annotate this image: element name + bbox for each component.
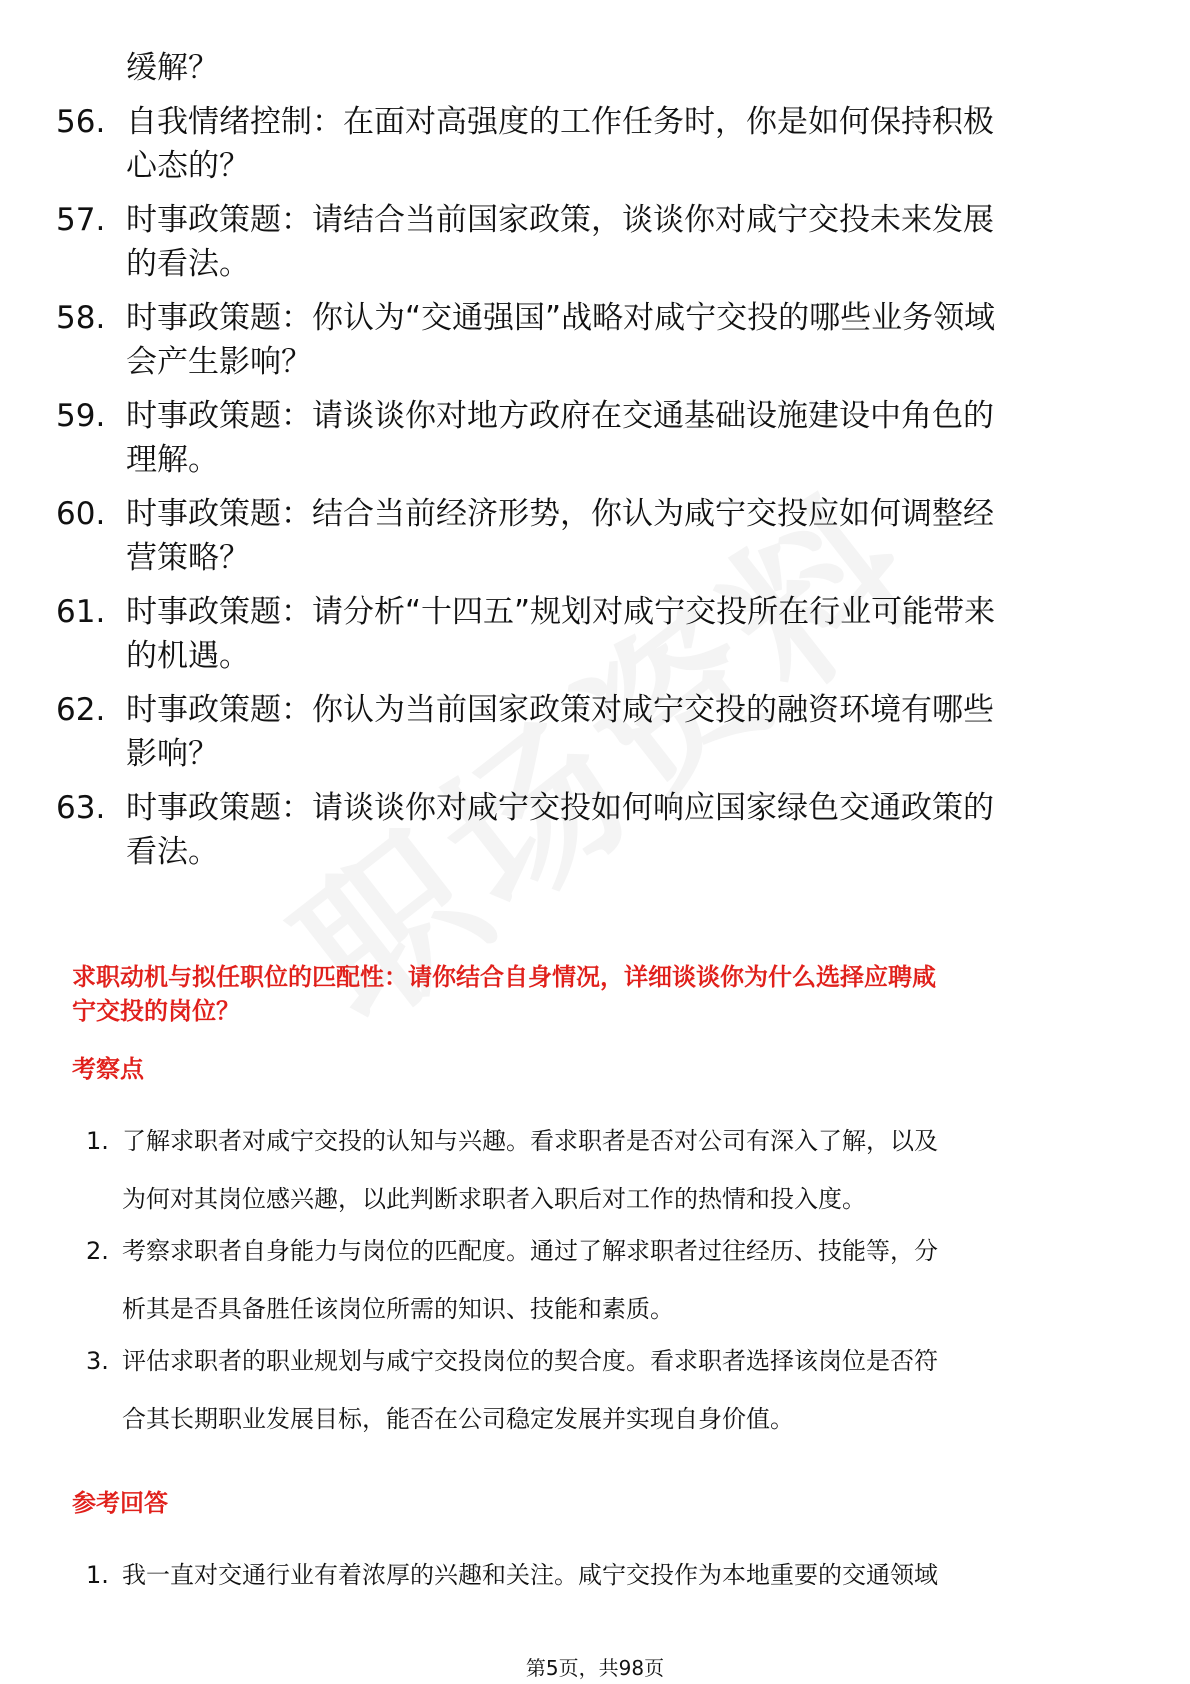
- section-title-line: 宁交投的岗位？: [72, 997, 240, 1025]
- question-text: 时事政策题：结合当前经济形势，你认为咸宁交投应如何调整经: [126, 496, 994, 532]
- focus-point-number: 2.: [86, 1237, 109, 1265]
- question-item: [56, 100, 1146, 188]
- question-text-continued: 影响？: [126, 736, 219, 772]
- question-text-continued: 会产生影响？: [126, 344, 312, 380]
- question-text: 时事政策题：你认为当前国家政策对咸宁交投的融资环境有哪些: [126, 692, 994, 728]
- question-text-continued: 的看法。: [126, 246, 250, 282]
- continuation-text: 缓解？: [126, 50, 219, 86]
- question-text-continued: 心态的？: [126, 148, 250, 184]
- question-text: 时事政策题：请谈谈你对地方政府在交通基础设施建设中角色的: [126, 398, 994, 434]
- question-text: 时事政策题：请谈谈你对咸宁交投如何响应国家绿色交通政策的: [126, 790, 994, 826]
- answer-text: 我一直对交通行业有着浓厚的兴趣和关注。咸宁交投作为本地重要的交通领域: [122, 1561, 938, 1589]
- page-footer: 第5页，共98页: [525, 1656, 665, 1680]
- question-text-continued: 的机遇。: [126, 638, 250, 674]
- focus-point-number: 3.: [86, 1347, 109, 1375]
- question-text: 时事政策题：请结合当前国家政策，谈谈你对咸宁交投未来发展: [126, 202, 994, 238]
- question-text: 时事政策题：你认为“交通强国”战略对咸宁交投的哪些业务领域: [126, 300, 996, 336]
- question-number: 60.: [56, 496, 106, 532]
- focus-points-list: [86, 1124, 1146, 1436]
- question-number: 61.: [56, 594, 106, 630]
- question-item: [56, 786, 1146, 874]
- question-text: 时事政策题：请分析“十四五”规划对咸宁交投所在行业可能带来: [126, 594, 996, 630]
- focus-point-item: [86, 1234, 1146, 1326]
- section-title-line: 求职动机与拟任职位的匹配性：请你结合自身情况，详细谈谈你为什么选择应聘咸: [72, 963, 936, 991]
- focus-point-text: 评估求职者的职业规划与咸宁交投岗位的契合度。看求职者选择该岗位是否符: [122, 1347, 938, 1375]
- question-text-continued: 看法。: [126, 834, 219, 870]
- question-number: 58.: [56, 300, 106, 336]
- question-item: [56, 198, 1146, 286]
- answers-list: [86, 1558, 1146, 1592]
- question-number: 57.: [56, 202, 106, 238]
- question-item: [56, 688, 1146, 776]
- question-text: 自我情绪控制：在面对高强度的工作任务时，你是如何保持积极: [126, 104, 994, 140]
- focus-point-text-continued: 合其长期职业发展目标，能否在公司稳定发展并实现自身价值。: [122, 1405, 794, 1433]
- focus-point-text-continued: 析其是否具备胜任该岗位所需的知识、技能和素质。: [122, 1295, 674, 1323]
- answer-number: 1.: [86, 1561, 109, 1589]
- question-number: 63.: [56, 790, 106, 826]
- answer-item: [86, 1558, 1146, 1592]
- focus-point-text: 了解求职者对咸宁交投的认知与兴趣。看求职者是否对公司有深入了解，以及: [122, 1127, 938, 1155]
- question-number: 62.: [56, 692, 106, 728]
- question-number: 56.: [56, 104, 106, 140]
- answer-heading: 参考回答: [72, 1489, 168, 1517]
- question-number: 59.: [56, 398, 106, 434]
- focus-point-text-continued: 为何对其岗位感兴趣，以此判断求职者入职后对工作的热情和投入度。: [122, 1185, 866, 1213]
- question-item: [56, 296, 1146, 384]
- focus-point-number: 1.: [86, 1127, 109, 1155]
- question-list: [56, 46, 1146, 874]
- question-item: [56, 394, 1146, 482]
- question-item: [56, 590, 1146, 678]
- question-text-continued: 理解。: [126, 442, 219, 478]
- focus-point-item: [86, 1344, 1146, 1436]
- question-text-continued: 营策略？: [126, 540, 250, 576]
- focus-heading: 考察点: [72, 1055, 144, 1083]
- focus-point-text: 考察求职者自身能力与岗位的匹配度。通过了解求职者过往经历、技能等，分: [122, 1237, 938, 1265]
- question-item: [56, 492, 1146, 580]
- section-title: [72, 960, 1132, 1028]
- focus-point-item: [86, 1124, 1146, 1216]
